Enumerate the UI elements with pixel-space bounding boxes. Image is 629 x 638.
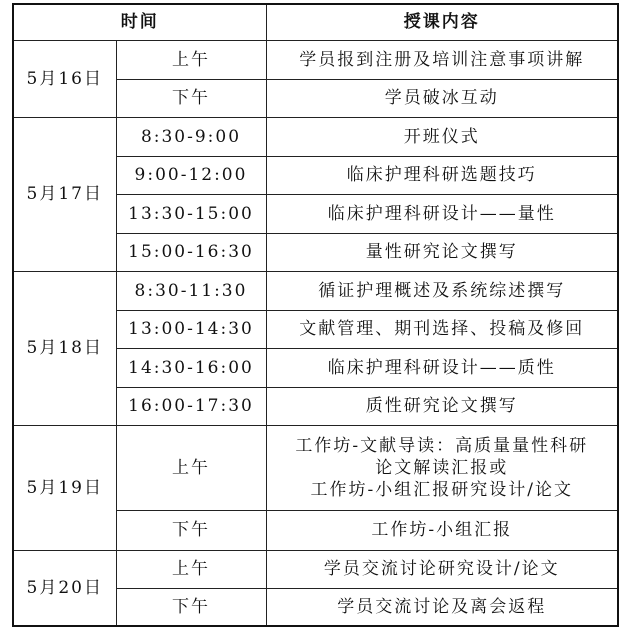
header-time: 时间 xyxy=(13,4,266,40)
content-cell: 临床护理科研设计——质性 xyxy=(266,348,618,387)
time-cell: 上午 xyxy=(116,425,266,510)
schedule-table xyxy=(12,3,619,627)
content-cell: 临床护理科研选题技巧 xyxy=(266,156,618,194)
content-cell: 开班仪式 xyxy=(266,117,618,156)
content-cell: 循证护理概述及系统综述撰写 xyxy=(266,271,618,310)
content-cell: 学员交流讨论研究设计/论文 xyxy=(266,550,618,588)
time-cell: 13:30-15:00 xyxy=(116,194,266,233)
time-cell: 16:00-17:30 xyxy=(116,387,266,425)
content-line: 工作坊-文献导读：高质量量性科研 xyxy=(295,435,589,456)
date-cell: 5月17日 xyxy=(13,117,116,271)
content-cell: 学员报到注册及培训注意事项讲解 xyxy=(266,40,618,79)
date-cell: 5月20日 xyxy=(13,550,116,626)
table-row xyxy=(13,550,618,588)
table-row xyxy=(13,271,618,310)
content-cell-multiline xyxy=(266,425,618,510)
content-line: 工作坊-小组汇报研究设计/论文 xyxy=(310,479,573,500)
content-cell: 量性研究论文撰写 xyxy=(266,233,618,271)
time-cell: 14:30-16:00 xyxy=(116,348,266,387)
date-cell: 5月19日 xyxy=(13,425,116,550)
header-content: 授课内容 xyxy=(266,4,618,40)
time-cell: 13:00-14:30 xyxy=(116,310,266,348)
date-cell: 5月18日 xyxy=(13,271,116,425)
time-cell: 上午 xyxy=(116,40,266,79)
content-cell: 文献管理、期刊选择、投稿及修回 xyxy=(266,310,618,348)
date-cell: 5月16日 xyxy=(13,40,116,117)
time-cell: 下午 xyxy=(116,588,266,626)
table-row xyxy=(13,117,618,156)
table-row xyxy=(13,40,618,79)
time-cell: 15:00-16:30 xyxy=(116,233,266,271)
schedule-body xyxy=(13,40,618,626)
time-cell: 8:30-9:00 xyxy=(116,117,266,156)
time-cell: 下午 xyxy=(116,510,266,550)
content-line: 论文解读汇报或 xyxy=(375,457,509,478)
content-cell: 工作坊-小组汇报 xyxy=(266,510,618,550)
content-cell: 学员破冰互动 xyxy=(266,79,618,117)
time-cell: 下午 xyxy=(116,79,266,117)
table-header-row xyxy=(13,4,618,40)
time-cell: 8:30-11:30 xyxy=(116,271,266,310)
content-cell: 质性研究论文撰写 xyxy=(266,387,618,425)
content-cell: 学员交流讨论及离会返程 xyxy=(266,588,618,626)
content-cell: 临床护理科研设计——量性 xyxy=(266,194,618,233)
table-row xyxy=(13,425,618,510)
time-cell: 9:00-12:00 xyxy=(116,156,266,194)
time-cell: 上午 xyxy=(116,550,266,588)
